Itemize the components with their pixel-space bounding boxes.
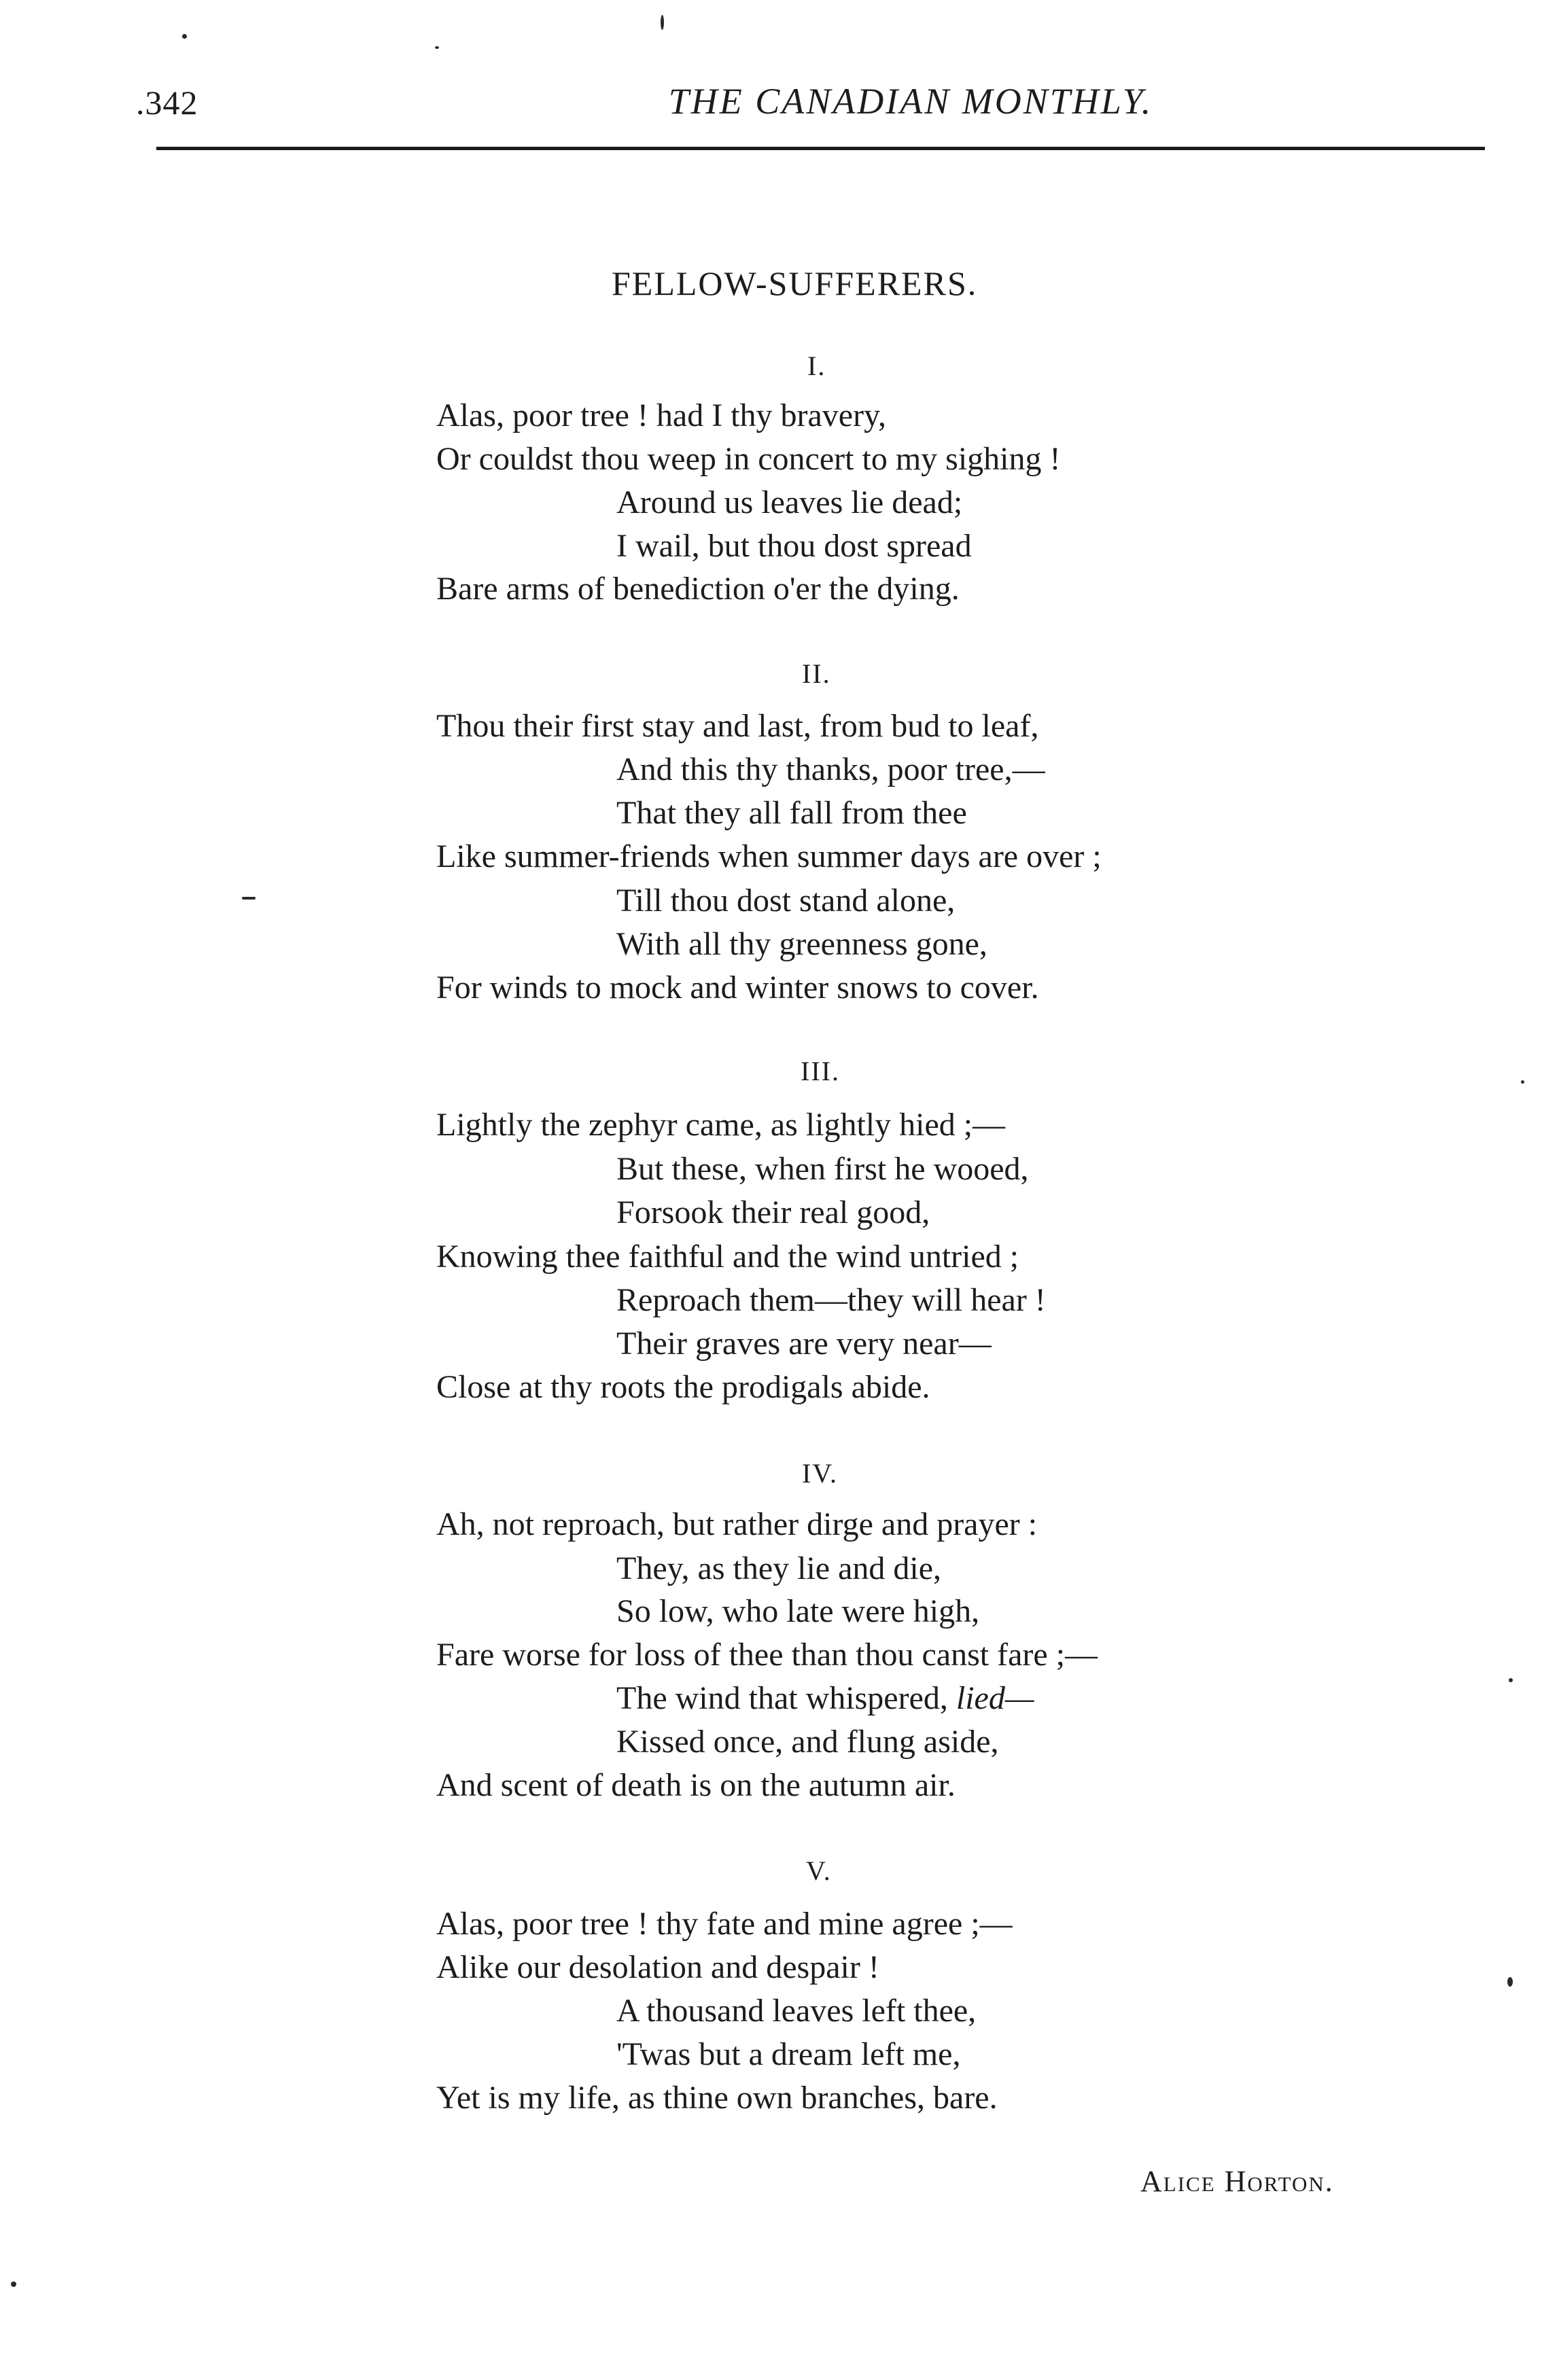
scan-speck bbox=[435, 46, 439, 49]
stanza-4-line-1: Ah, not reproach, but rather dirge and prayer : bbox=[436, 1506, 1038, 1542]
stanza-2-line-5: Till thou dost stand alone, bbox=[616, 883, 956, 919]
poem-title: FELLOW-SUFFERERS. bbox=[612, 264, 978, 302]
scan-speck bbox=[11, 2281, 16, 2287]
stanza-3-line-2: But these, when first he wooed, bbox=[616, 1151, 1029, 1187]
stanza-3-line-1: Lightly the zephyr came, as lightly hied ;— bbox=[436, 1107, 1006, 1143]
stanza-2-line-1: Thou their first stay and last, from bud to leaf, bbox=[436, 708, 1039, 744]
stanza-3-line-7: Close at thy roots the prodigals abide. bbox=[436, 1369, 930, 1405]
stanza-4-line-7: And scent of death is on the autumn air. bbox=[436, 1767, 956, 1803]
running-title: THE CANADIAN MONTHLY. bbox=[668, 81, 1153, 122]
stanza-3-line-3: Forsook their real good, bbox=[616, 1194, 930, 1230]
stanza-3-line-5: Reproach them—they will hear ! bbox=[616, 1282, 1046, 1318]
stanza-3-line-4: Knowing thee faithful and the wind untried ; bbox=[436, 1239, 1019, 1275]
stanza-4-line-4: Fare worse for loss of thee than thou canst fare ;— bbox=[436, 1637, 1098, 1673]
stanza-1-line-2: Or couldst thou weep in concert to my sighing ! bbox=[436, 441, 1061, 477]
stanza-1-line-3: Around us leaves lie dead; bbox=[616, 484, 963, 520]
author-signature: Alice Horton. bbox=[1140, 2165, 1334, 2198]
stanza-4-line-5-text: The wind that whispered, bbox=[616, 1680, 956, 1716]
scan-speck bbox=[1521, 1080, 1524, 1084]
stanza-4-italic-word: lied— bbox=[956, 1680, 1034, 1716]
stanza-2-line-3: That they all fall from thee bbox=[616, 795, 967, 831]
stanza-2-line-4: Like summer-friends when summer days are over ; bbox=[436, 838, 1102, 874]
stanza-5-line-5: Yet is my life, as thine own branches, bare. bbox=[436, 2080, 998, 2116]
stanza-numeral-2: II. bbox=[802, 658, 831, 689]
scan-speck bbox=[1509, 1678, 1513, 1682]
stanza-5-line-3: A thousand leaves left thee, bbox=[616, 1993, 977, 2029]
scan-speck bbox=[182, 34, 187, 39]
stanza-4-line-3: So low, who late were high, bbox=[616, 1593, 980, 1629]
stanza-1-line-4: I wail, but thou dost spread bbox=[616, 528, 972, 564]
stanza-numeral-5: V. bbox=[806, 1855, 832, 1886]
scan-speck bbox=[242, 897, 256, 900]
stanza-2-line-7: For winds to mock and winter snows to cover. bbox=[436, 970, 1039, 1006]
page-number: .342 bbox=[136, 84, 198, 122]
stanza-5-line-4: 'Twas but a dream left me, bbox=[616, 2036, 961, 2072]
stanza-5-line-2: Alike our desolation and despair ! bbox=[436, 1949, 879, 1985]
stanza-1-line-1: Alas, poor tree ! had I thy bravery, bbox=[436, 397, 886, 433]
scan-speck bbox=[1507, 1977, 1513, 1987]
stanza-4-line-2: They, as they lie and die, bbox=[616, 1550, 942, 1586]
stanza-5-line-1: Alas, poor tree ! thy fate and mine agree ;— bbox=[436, 1906, 1013, 1942]
stanza-numeral-4: IV. bbox=[802, 1458, 839, 1489]
stanza-4-line-6: Kissed once, and flung aside, bbox=[616, 1724, 999, 1760]
stanza-numeral-1: I. bbox=[807, 351, 826, 381]
scan-speck bbox=[661, 15, 664, 30]
stanza-2-line-6: With all thy greenness gone, bbox=[616, 926, 987, 962]
stanza-2-line-2: And this thy thanks, poor tree,— bbox=[616, 751, 1045, 787]
stanza-numeral-3: III. bbox=[801, 1056, 840, 1086]
stanza-3-line-6: Their graves are very near— bbox=[616, 1326, 992, 1362]
header-rule bbox=[156, 147, 1485, 150]
stanza-1-line-5: Bare arms of benediction o'er the dying. bbox=[436, 571, 960, 607]
stanza-4-line-5 bbox=[616, 1682, 1034, 1715]
